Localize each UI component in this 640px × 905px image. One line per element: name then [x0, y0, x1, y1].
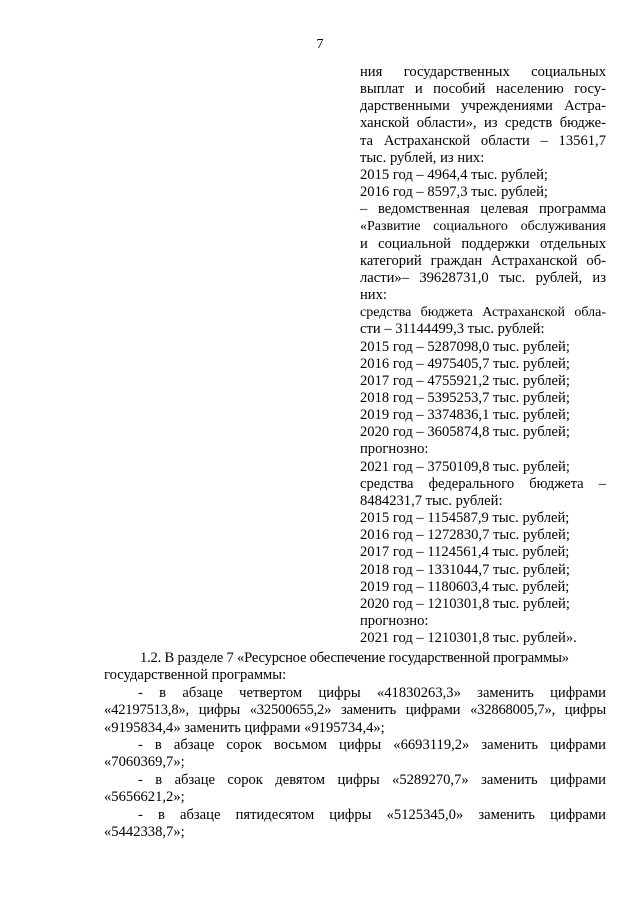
text-line: категорий граждан Астраханской об-: [360, 252, 606, 269]
text-line: ласти»– 39628731,0 тыс. рублей, из: [360, 269, 606, 286]
text-line: 2016 год – 8597,3 тыс. рублей;: [360, 184, 548, 201]
text-line: прогнозно:: [360, 613, 429, 629]
year-line: 2019 год – 1180603,4 тыс. рублей;: [360, 578, 570, 595]
page-number: 7: [316, 37, 324, 52]
paragraph-line: - в абзаце пятидесятом цифры «5125345,0» заменить цифрами: [138, 806, 606, 823]
paragraph-line: государственной программы:: [104, 667, 287, 684]
paragraph-line: - в абзаце четвертом цифры «41830263,3» заменить цифрами: [138, 684, 606, 701]
text-line: 8484231,7 тыс. рублей:: [360, 492, 503, 509]
text-line: – ведомственная целевая программа: [360, 201, 606, 218]
year-line: 2018 год – 1331044,7 тыс. рублей;: [360, 561, 570, 578]
text-line: «Развитие социального обслуживания: [360, 219, 606, 235]
year-line: 2021 год – 1210301,8 тыс. рублей».: [360, 630, 577, 647]
year-line: 2017 год – 1124561,4 тыс. рублей;: [360, 544, 570, 561]
paragraph-line: - в абзаце сорок девятом цифры «5289270,7» заменить цифрами: [138, 771, 606, 788]
year-line: 2020 год – 1210301,8 тыс. рублей;: [360, 595, 570, 612]
text-line: выплат и пособий населению госу-: [360, 81, 606, 98]
year-line: 2019 год – 3374836,1 тыс. рублей;: [360, 407, 570, 424]
text-line: и социальной поддержки отдельных: [360, 235, 606, 252]
main-text: [104, 650, 606, 841]
paragraph-line: «5442338,7»;: [104, 824, 185, 841]
text-line: прогнозно:: [360, 441, 429, 458]
year-line: 2016 год – 4975405,7 тыс. рублей;: [360, 355, 570, 372]
year-line: 2021 год – 3750109,8 тыс. рублей;: [360, 458, 570, 475]
text-line: тыс. рублей, из них:: [360, 149, 485, 166]
year-line: 2020 год – 3605874,8 тыс. рублей;: [360, 424, 570, 441]
text-line: сти – 31144499,3 тыс. рублей:: [360, 321, 545, 338]
year-line: 2017 год – 4755921,2 тыс. рублей;: [360, 372, 570, 389]
paragraph-line: «9195834,4» заменить цифрами «9195734,4»;: [104, 719, 385, 736]
text-line: средства бюджета Астраханской обла-: [360, 305, 606, 321]
text-line: дарственными учреждениями Астра-: [360, 98, 606, 115]
text-line: та Астраханской области – 13561,7: [360, 132, 606, 149]
paragraph-line: «7060369,7»;: [104, 754, 185, 771]
year-line: 2018 год – 5395253,7 тыс. рублей;: [360, 389, 570, 406]
paragraph-line: «5656621,2»;: [104, 789, 185, 806]
year-line: 2016 год – 1272830,7 тыс. рублей;: [360, 527, 570, 544]
year-line: 2015 год – 1154587,9 тыс. рублей;: [360, 510, 570, 527]
paragraph-line: «42197513,8», цифры «32500655,2» заменить цифрами «32868005,7», цифры: [104, 702, 606, 719]
text-line: ханской области», из средств бюдже-: [360, 115, 606, 132]
paragraph-line: - в абзаце сорок восьмом цифры «6693119,2» заменить цифрами: [138, 737, 606, 754]
text-line: них:: [360, 287, 387, 304]
paragraph-line: 1.2. В разделе 7 «Ресурсное обеспечение государственной программы»: [140, 650, 569, 666]
text-line: средства федерального бюджета –: [360, 475, 606, 492]
text-line: ния государственных социальных: [360, 64, 606, 80]
year-line: 2015 год – 5287098,0 тыс. рублей;: [360, 338, 570, 355]
right-column-text: [360, 64, 606, 647]
text-line: 2015 год – 4964,4 тыс. рублей;: [360, 166, 548, 183]
